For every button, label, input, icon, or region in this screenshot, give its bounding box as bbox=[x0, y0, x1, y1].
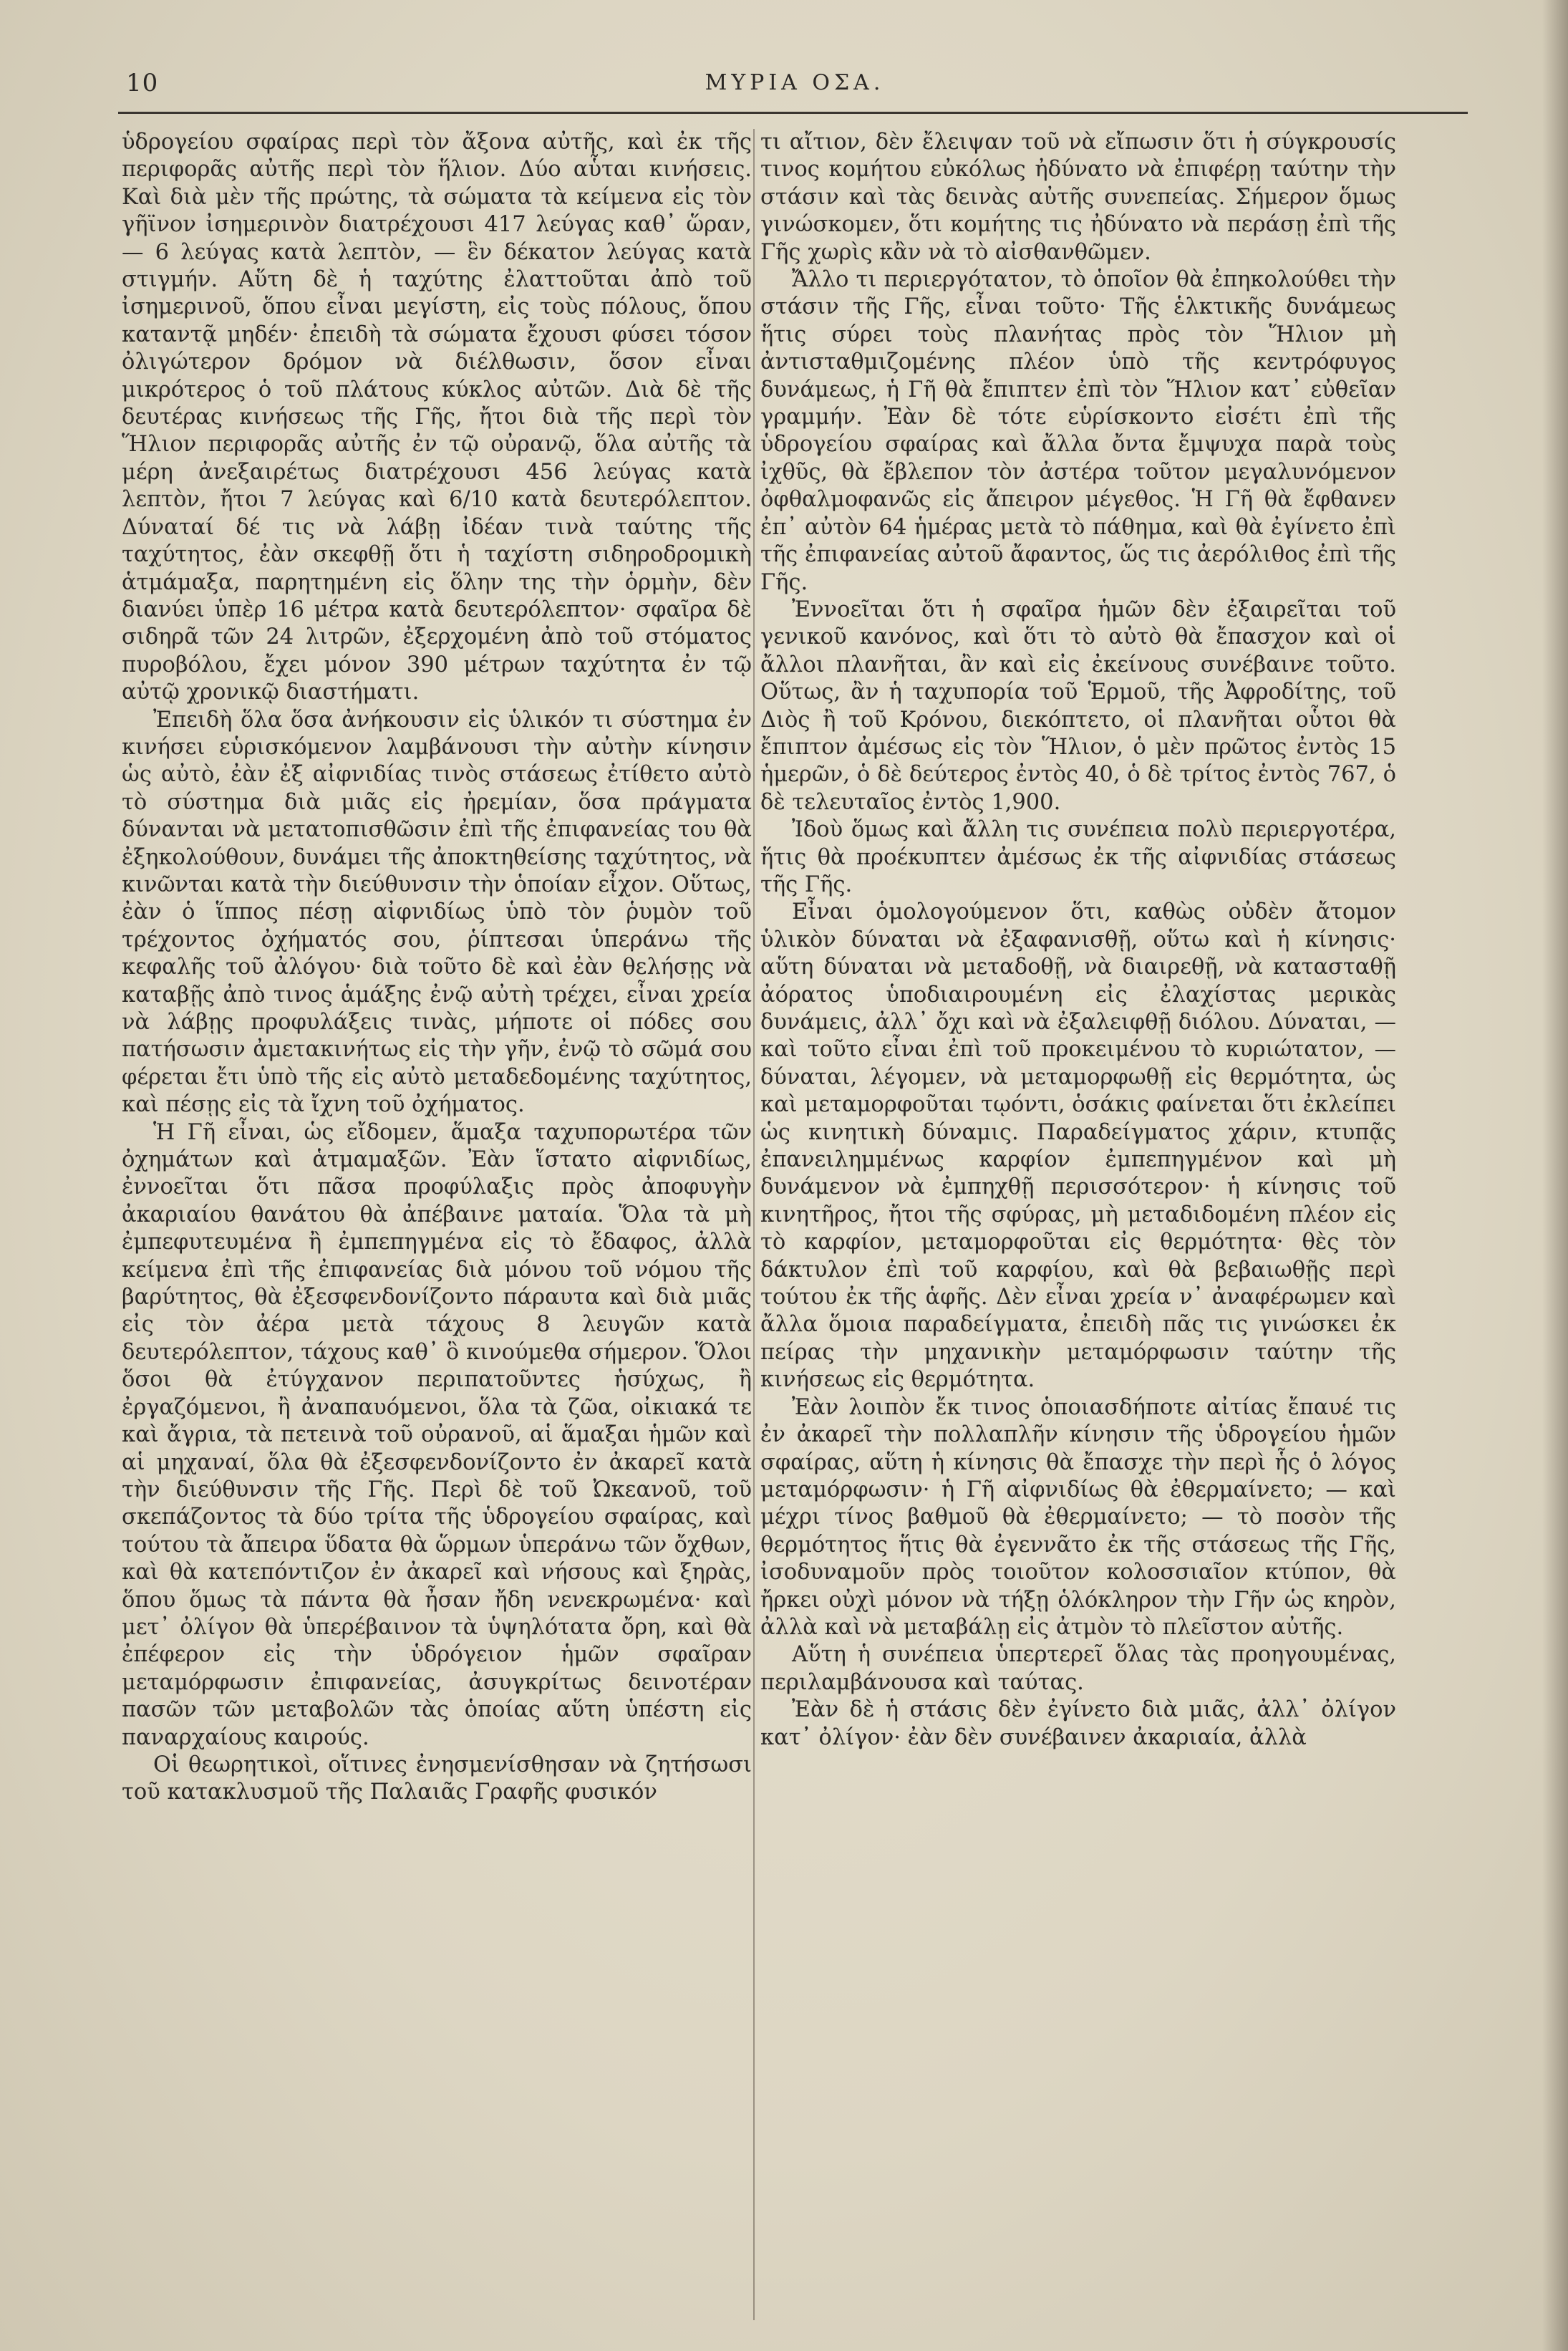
page-number: 10 bbox=[126, 69, 159, 97]
left-paragraph-3: Ἡ Γῆ εἶναι, ὡς εἴδομεν, ἅμαξα ταχυπορωτέρα τῶν ὀχημάτων καὶ ἁτμαμαξῶν. Ἐὰν ἵστατο αἰφνιδίως, ἐννοεῖται ὅτι πᾶσα προφύλαξις πρὸς ἀποφυγὴν ἀκαριαίου θανάτου θὰ ἀπέβαινε ματαία. Ὅλα τὰ μὴ ἐμπεφυτευμένα ἢ ἐμπεπηγμένα εἰς τὸ ἔδαφος, ἀλλὰ κείμενα ἐπὶ τῆς ἐπιφανείας διὰ μόνου τοῦ νόμου τῆς βαρύτητος, θὰ ἐξεσφενδονίζοντο πάραυτα καὶ διὰ μιᾶς εἰς τὸν ἀέρα μετὰ τάχους 8 λευγῶν κατὰ δευτερόλεπτον, τάχους καθ᾽ ὃ κινούμεθα σήμερον. Ὅλοι ὅσοι θὰ ἐτύγχανον περιπατοῦντες ἡσύχως, ἢ ἐργαζόμενοι, ἢ ἀναπαυόμενοι, ὅλα τὰ ζῶα, οἰκιακά τε καὶ ἄγρια, τὰ πετεινὰ τοῦ οὐρανοῦ, αἱ ἅμαξαι ἡμῶν καὶ αἱ μηχαναί, ὅλα θὰ ἐξεσφενδονίζοντο ἐν ἀκαρεῖ κατὰ τὴν διεύθυνσιν τῆς Γῆς. Περὶ δὲ τοῦ Ὠκεανοῦ, τοῦ σκεπάζοντος τὰ δύο τρίτα τῆς ὑδρογείου σφαίρας, καὶ τούτου τὰ ἄπειρα ὕδατα θὰ ὥρμων ὑπεράνω τῶν ὄχθων, καὶ θὰ κατεπόντιζον ἐν ἀκαρεῖ καὶ νήσους καὶ ξηρὰς, ὅπου ὅμως τὰ πάντα θὰ ἦσαν ἤδη νενεκρωμένα· καὶ μετ᾽ ὀλίγον θὰ ὑπερέβαινον τὰ ὑψηλότατα ὄρη, καὶ θὰ ἐπέφερον εἰς τὴν ὑδρόγειον ἡμῶν σφαῖραν μεταμόρφωσιν ἐπιφανείας, ἀσυγκρίτως δεινοτέραν πασῶν τῶν μεταβολῶν τὰς ὁποίας αὕτη ὑπέστη εἰς παναρχαίους καιρούς. bbox=[122, 1119, 752, 1750]
right-paragraph-4: Ἰδοὺ ὅμως καὶ ἄλλη τις συνέπεια πολὺ περιεργοτέρα, ἥτις θὰ προέκυπτεν ἀμέσως ἐκ τῆς αἰφνιδίας στάσεως τῆς Γῆς. bbox=[760, 817, 1396, 897]
right-paragraph-8: Ἐὰν δὲ ἡ στάσις δὲν ἐγίνετο διὰ μιᾶς, ἀλλ᾽ ὀλίγον κατ᾽ ὀλίγον· ἐὰν δὲν συνέβαινεν ἀκαριαία, ἀλλὰ bbox=[760, 1697, 1396, 1750]
right-paragraph-2: Ἄλλο τι περιεργότατον, τὸ ὁποῖον θὰ ἐπηκολούθει τὴν στάσιν τῆς Γῆς, εἶναι τοῦτο· Τῆς ἑλκτικῆς δυνάμεως ἥτις σύρει τοὺς πλανήτας πρὸς τὸν Ἥλιον μὴ ἀντισταθμιζομένης πλέον ὑπὸ τῆς κεντρόφυγος δυνάμεως, ἡ Γῆ θὰ ἔπιπτεν ἐπὶ τὸν Ἥλιον κατ᾽ εὐθεῖαν γραμμήν. Ἐὰν δὲ τότε εὑρίσκοντο εἰσέτι ἐπὶ τῆς ὑδρογείου σφαίρας καὶ ἄλλα ὄντα ἔμψυχα παρὰ τοὺς ἰχθῦς, θὰ ἔβλεπον τὸν ἀστέρα τοῦτον μεγαλυνόμενον ὀφθαλμοφανῶς εἰς ἄπειρον μέγεθος. Ἡ Γῆ θὰ ἔφθανεν ἐπ᾽ αὐτὸν 64 ἡμέρας μετὰ τὸ πάθημα, καὶ θὰ ἐγίνετο ἐπὶ τῆς ἐπιφανείας αὐτοῦ ἄφαντος, ὥς τις ἀερόλιθος ἐπὶ τῆς Γῆς. bbox=[760, 267, 1396, 595]
right-paragraph-6: Ἐὰν λοιπὸν ἔκ τινος ὁποιασδήποτε αἰτίας ἔπαυέ τις ἐν ἀκαρεῖ τὴν πολλαπλῆν κίνησιν τῆς ὑδρογείου ἡμῶν σφαίρας, αὕτη ἡ κίνησις θὰ ἔπασχε τὴν περὶ ἧς ὁ λόγος μεταμόρφωσιν· ἡ Γῆ αἰφνιδίως θὰ ἐθερμαίνετο; — καὶ μέχρι τίνος βαθμοῦ θὰ ἐθερμαίνετο; — τὸ ποσὸν τῆς θερμότητος ἥτις θὰ ἐγεννᾶτο ἐκ τῆς στάσεως τῆς Γῆς, ἰσοδυναμοῦν πρὸς τοιοῦτον κολοσσιαῖον κτύπον, θὰ ἤρκει οὐχὶ μόνον νὰ τήξῃ ὁλόκληρον τὴν Γῆν ὡς κηρὸν, ἀλλὰ καὶ νὰ μεταβάλῃ εἰς ἀτμὸν τὸ πλεῖστον αὐτῆς. bbox=[760, 1394, 1396, 1640]
right-paragraph-1: τι αἴτιον, δὲν ἔλειψαν τοῦ νὰ εἴπωσιν ὅτι ἡ σύγκρουσίς τινος κομήτου εὐκόλως ἠδύνατο νὰ ἐπιφέρῃ ταύτην τὴν στάσιν καὶ τὰς δεινὰς αὐτῆς συνεπείας. Σήμερον ὅμως γινώσκομεν, ὅτι κομήτης τις ἠδύνατο νὰ περάσῃ ἐπὶ τῆς Γῆς χωρὶς κἂν νὰ τὸ αἰσθανθῶμεν. bbox=[760, 130, 1396, 265]
left-paragraph-2: Ἐπειδὴ ὅλα ὅσα ἀνήκουσιν εἰς ὑλικόν τι σύστημα ἐν κινήσει εὑρισκόμενον λαμβάνουσι τὴν αὐτὴν κίνησιν ὡς αὐτὸ, ἐὰν ἐξ αἰφνιδίας τινὸς στάσεως ἐτίθετο αὐτὸ τὸ σύστημα διὰ μιᾶς εἰς ἠρεμίαν, ὅσα πράγματα δύνανται νὰ μετατοπισθῶσιν ἐπὶ τῆς ἐπιφανείας του θὰ ἐξηκολούθουν, δυνάμει τῆς ἀποκτηθείσης ταχύτητος, νὰ κινῶνται κατὰ τὴν διεύθυνσιν τὴν ὁποίαν εἶχον. Οὕτως, ἐὰν ὁ ἵππος πέσῃ αἰφνιδίως ὑπὸ τὸν ῥυμὸν τοῦ τρέχοντος ὀχήματός σου, ῥίπτεσαι ὑπεράνω τῆς κεφαλῆς τοῦ ἀλόγου· διὰ τοῦτο δὲ καὶ ἐὰν θελήσῃς νὰ καταβῇς ἀπὸ τινος ἁμάξης ἐνῷ αὐτὴ τρέχει, εἶναι χρεία νὰ λάβῃς προφυλάξεις τινὰς, μήποτε οἱ πόδες σου πατήσωσιν ἀμετακινήτως εἰς τὴν γῆν, ἐνῷ τὸ σῶμά σου φέρεται ἔτι ὑπὸ τῆς εἰς αὐτὸ μεταδεδομένης ταχύτητος, καὶ πέσῃς εἰς τὰ ἴχνη τοῦ ὀχήματος. bbox=[122, 707, 752, 1118]
page-edge-shadow bbox=[1542, 0, 1568, 2351]
left-paragraph-1: ὑδρογείου σφαίρας περὶ τὸν ἄξονα αὐτῆς, καὶ ἐκ τῆς περιφορᾶς αὐτῆς περὶ τὸν ἥλιον. Δύο αὗται κινήσεις. Καὶ διὰ μὲν τῆς πρώτης, τὰ σώματα τὰ κείμενα εἰς τὸν γῆϊνον ἰσημερινὸν διατρέχουσι 417 λεύγας καθ᾽ ὥραν, — 6 λεύγας κατὰ λεπτὸν, — ἓν δέκατον λεύγας κατὰ στιγμήν. Αὕτη δὲ ἡ ταχύτης ἐλαττοῦται ἀπὸ τοῦ ἰσημερινοῦ, ὅπου εἶναι μεγίστη, εἰς τοὺς πόλους, ὅπου καταντᾷ μηδέν· ἐπειδὴ τὰ σώματα ἔχουσι φύσει τόσον ὀλιγώτερον δρόμον νὰ διέλθωσιν, ὅσον εἶναι μικρότερος ὁ τοῦ πλάτους κύκλος αὐτῶν. Διὰ δὲ τῆς δευτέρας κινήσεως τῆς Γῆς, ἤτοι διὰ τῆς περὶ τὸν Ἥλιον περιφορᾶς αὐτῆς ἐν τῷ οὐρανῷ, ὅλα αὐτῆς τὰ μέρη ἀνεξαιρέτως διατρέχουσι 456 λεύγας κατὰ λεπτὸν, ἤτοι 7 λεύγας καὶ 6/10 κατὰ δευτερόλεπτον. Δύναταί δέ τις νὰ λάβῃ ἰδέαν τινὰ ταύτης τῆς ταχύτητος, ἐὰν σκεφθῇ ὅτι ἡ ταχίστη σιδηροδρομικὴ ἁτμάμαξα, παρητημένη εἰς ὅλην της τὴν ὁρμὴν, δὲν διανύει ὑπὲρ 16 μέτρα κατὰ δευτερόλεπτον· σφαῖρα δὲ σιδηρᾶ τῶν 24 λιτρῶν, ἐξερχομένη ἀπὸ τοῦ στόματος πυροβόλου, ἔχει μόνον 390 μέτρων ταχύτητα ἐν τῷ αὐτῷ χρονικῷ διαστήματι. bbox=[122, 130, 752, 705]
running-title: ΜΥΡΙΑ ΟΣΑ. bbox=[705, 70, 885, 95]
header-rule bbox=[118, 112, 1468, 114]
left-paragraph-4: Οἱ θεωρητικοὶ, οἵτινες ἐνησμενίσθησαν νὰ ζητήσωσι τοῦ κατακλυσμοῦ τῆς Παλαιᾶς Γραφῆς φυσικόν bbox=[122, 1752, 752, 1805]
right-paragraph-5: Εἶναι ὁμολογούμενον ὅτι, καθὼς οὐδὲν ἄτομον ὑλικὸν δύναται νὰ ἐξαφανισθῇ, οὕτω καὶ ἡ κίνησις· αὕτη δύναται νὰ μεταδοθῇ, νὰ διαιρεθῇ, νὰ κατασταθῇ ἀόρατος ὑποδιαιρουμένη εἰς ἐλαχίστας μερικὰς δυνάμεις, ἀλλ᾽ ὄχι καὶ νὰ ἐξαλειφθῇ διόλου. Δύναται, — καὶ τοῦτο εἶναι ἐπὶ τοῦ προκειμένου τὸ κυριώτατον, — δύναται, λέγομεν, νὰ μεταμορφωθῇ εἰς θερμότητα, ὡς καὶ μεταμορφοῦται τῳόντι, ὁσάκις φαίνεται ὅτι ἐκλείπει ὡς κινητικὴ δύναμις. Παραδείγματος χάριν, κτυπᾷς ἐπανειλημμένως καρφίον ἐμπεπηγμένον καὶ μὴ δυνάμενον νὰ ἐμπηχθῇ περισσότερον· ἡ κίνησις τοῦ κινητῆρος, ἤτοι τῆς σφύρας, μὴ μεταδιδομένη πλέον εἰς τὸ καρφίον, μεταμορφοῦται εἰς θερμότητα· θὲς τὸν δάκτυλον ἐπὶ τοῦ καρφίου, καὶ θὰ βεβαιωθῇς περὶ τούτου ἐκ τῆς ἁφῆς. Δὲν εἶναι χρεία ν᾽ ἀναφέρωμεν καὶ ἄλλα ὅμοια παραδείγματα, ἐπειδὴ πᾶς τις γινώσκει ἐκ πείρας τὴν μηχανικὴν μεταμόρφωσιν ταύτην τῆς κινήσεως εἰς θερμότητα. bbox=[760, 899, 1396, 1393]
right-paragraph-3: Ἐννοεῖται ὅτι ἡ σφαῖρα ἡμῶν δὲν ἐξαιρεῖται τοῦ γενικοῦ κανόνος, καὶ ὅτι τὸ αὐτὸ θὰ ἔπασχον καὶ οἱ ἄλλοι πλανῆται, ἂν καὶ εἰς ἐκείνους συνέβαινε τοῦτο. Οὕτως, ἂν ἡ ταχυπορία τοῦ Ἑρμοῦ, τῆς Ἀφροδίτης, τοῦ Διὸς ἢ τοῦ Κρόνου, διεκόπτετο, οἱ πλανῆται οὗτοι θὰ ἔπιπτον ἀμέσως εἰς τὸν Ἥλιον, ὁ μὲν πρῶτος ἐντὸς 15 ἡμερῶν, ὁ δὲ δεύτερος ἐντὸς 40, ὁ δὲ τρίτος ἐντὸς 767, ὁ δὲ τελευταῖος ἐντὸς 1,900. bbox=[760, 597, 1396, 815]
right-paragraph-7: Αὕτη ἡ συνέπεια ὑπερτερεῖ ὅλας τὰς προηγουμένας, περιλαμβάνουσα καὶ ταύτας. bbox=[760, 1642, 1396, 1695]
column-divider bbox=[753, 129, 755, 2320]
page-header bbox=[122, 69, 1468, 112]
left-column bbox=[122, 129, 752, 2320]
right-column bbox=[760, 129, 1396, 2320]
